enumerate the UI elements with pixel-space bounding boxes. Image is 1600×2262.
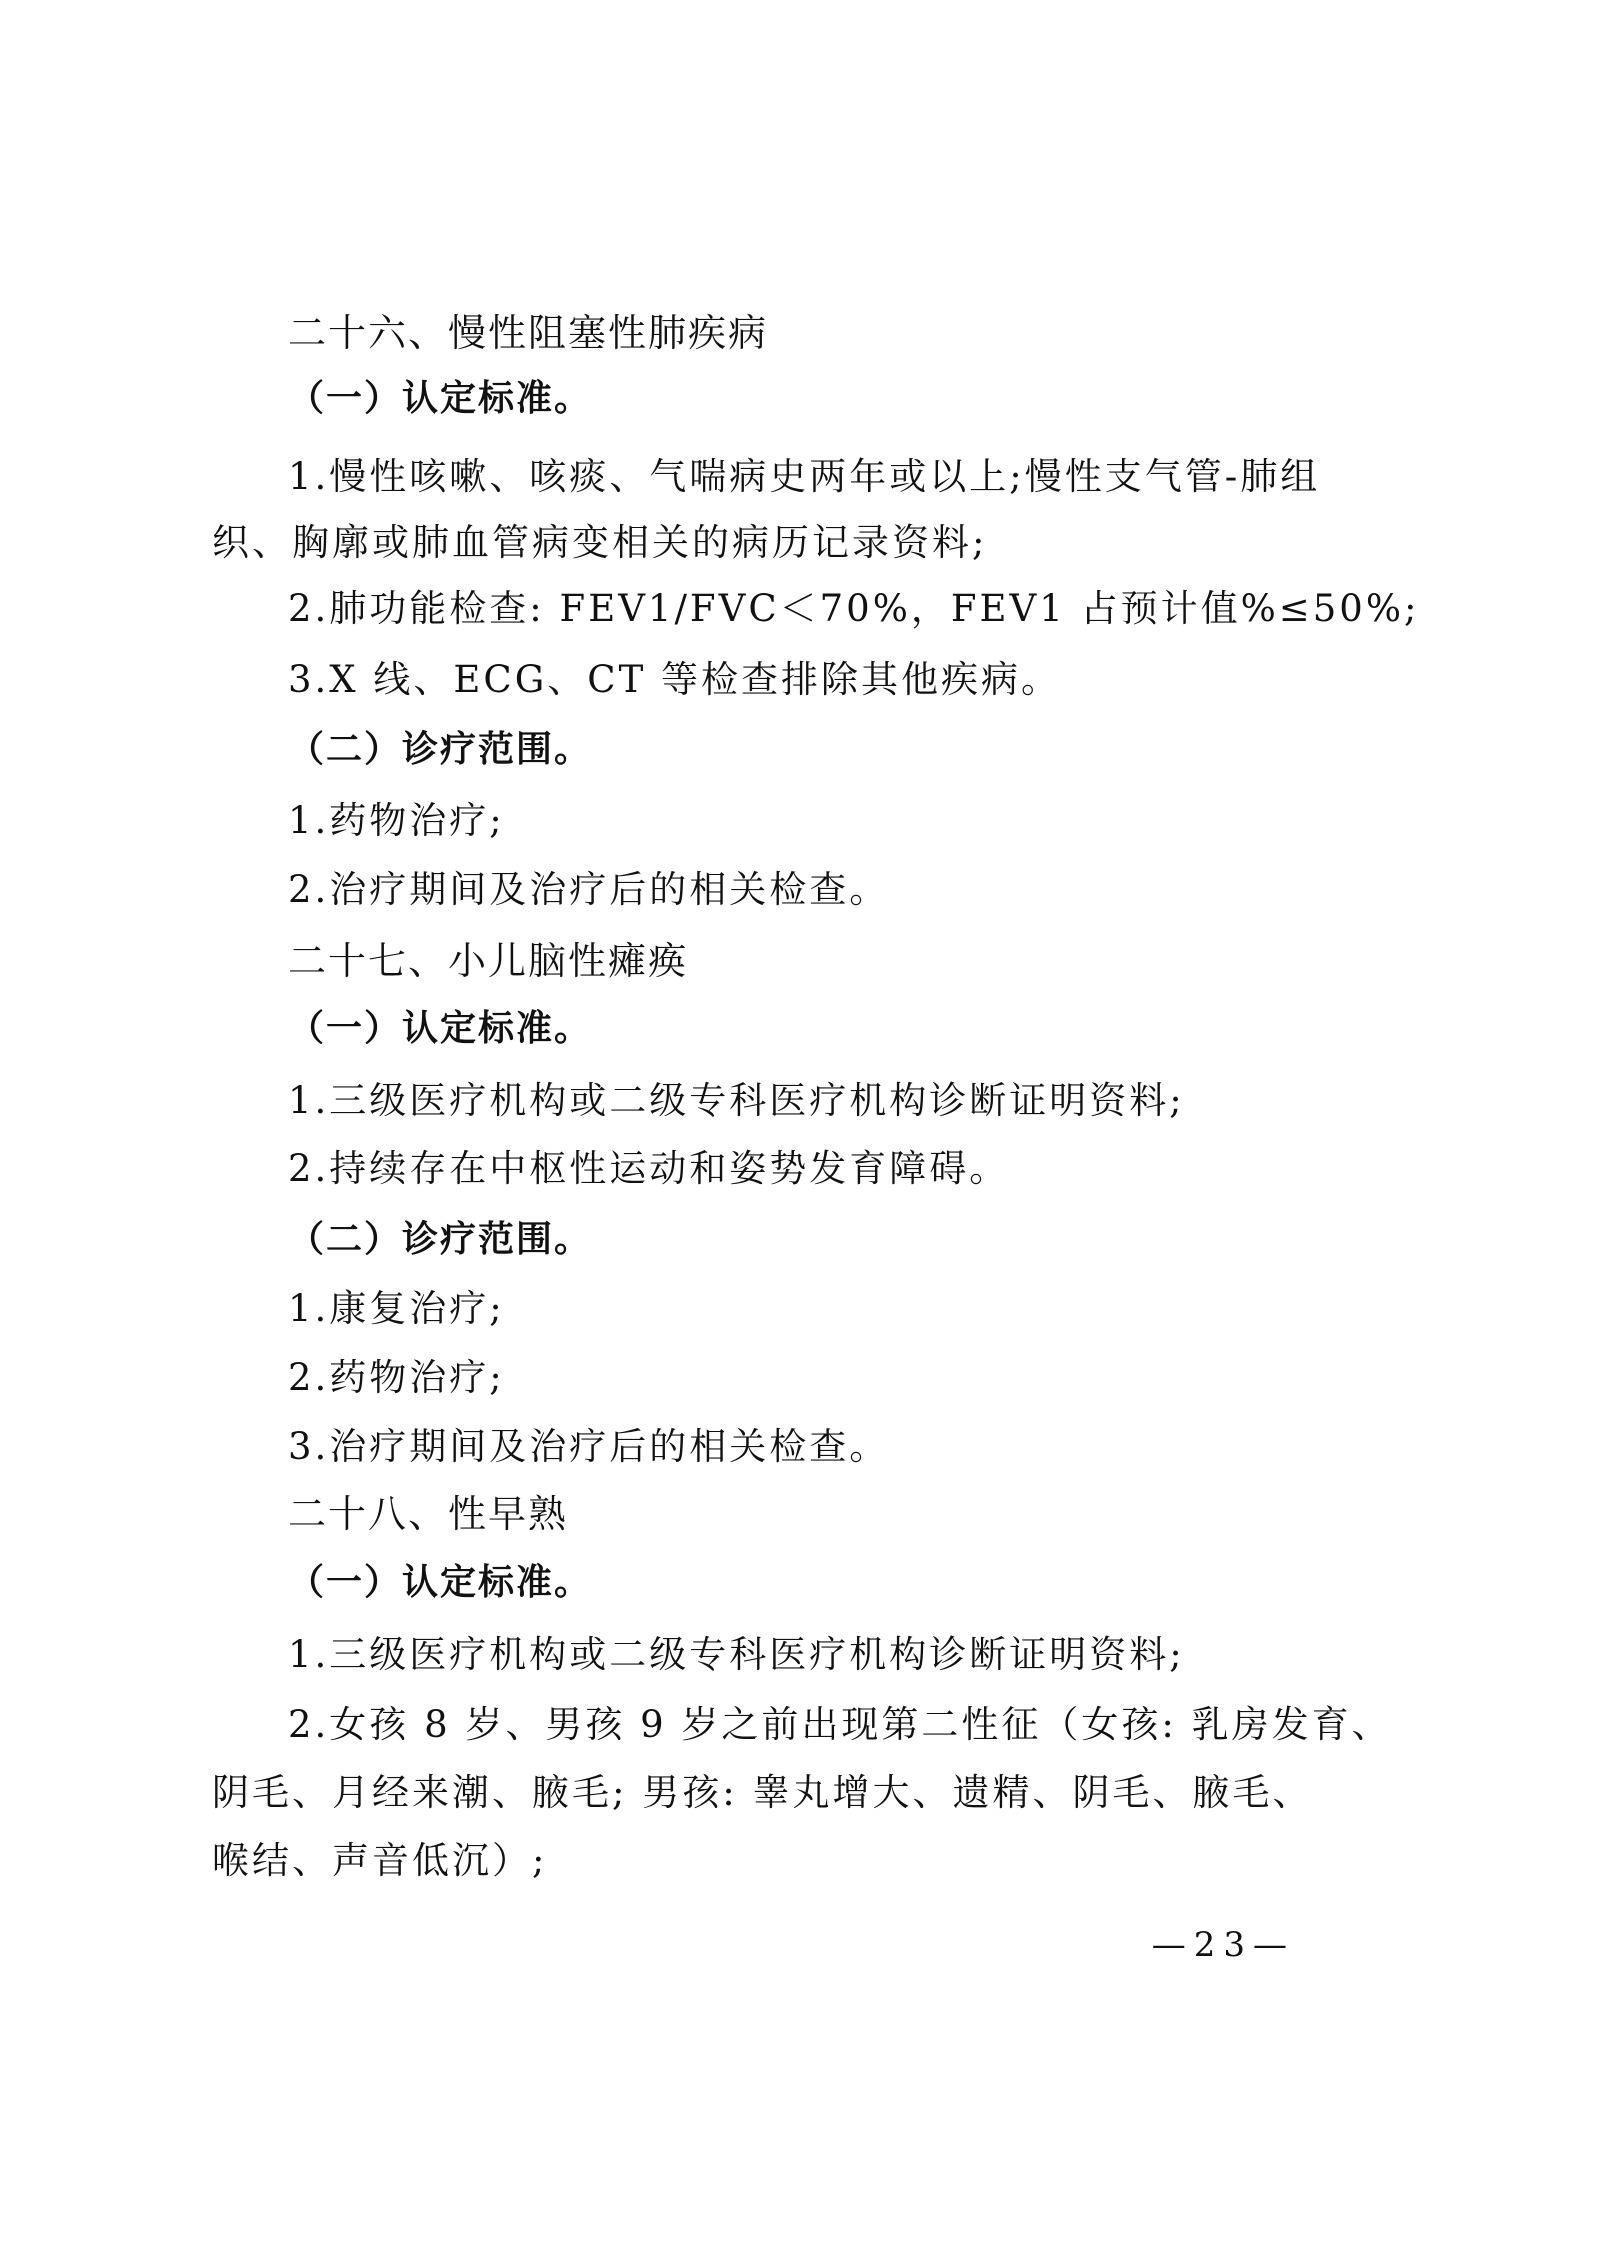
section-heading-28: 二十八、性早熟 [288,1492,569,1536]
paragraph-line: 2.药物治疗; [288,1356,505,1399]
paragraph-line: 织、胸廓或肺血管病变相关的病历记录资料; [212,521,988,564]
page-number: —23— [1151,1925,1295,1965]
subheading-criteria-26: （一）认定标准。 [288,378,593,419]
paragraph-line: 1.三级医疗机构或二级专科医疗机构诊断证明资料; [288,1633,1185,1676]
subheading-scope-26: （二）诊疗范围。 [288,729,593,770]
paragraph-line: 1.药物治疗; [288,799,505,842]
paragraph-line: 2.治疗期间及治疗后的相关检查。 [288,868,890,911]
paragraph-line: 3.治疗期间及治疗后的相关检查。 [288,1425,890,1468]
subheading-criteria-27: （一）认定标准。 [288,1008,593,1049]
paragraph-line: 2.持续存在中枢性运动和姿势发育障碍。 [288,1147,1010,1190]
section-heading-27: 二十七、小儿脑性瘫痪 [288,939,689,983]
paragraph-line: 1.康复治疗; [288,1287,505,1330]
paragraph-line: 1.三级医疗机构或二级专科医疗机构诊断证明资料; [288,1079,1185,1122]
subheading-scope-27: （二）诊疗范围。 [288,1219,593,1260]
paragraph-line: 2.女孩 8 岁、男孩 9 岁之前出现第二性征（女孩: 乳房发育、 [288,1703,1392,1746]
section-heading-26: 二十六、慢性阻塞性肺疾病 [288,311,769,355]
subheading-criteria-28: （一）认定标准。 [288,1562,593,1603]
paragraph-line: 2.肺功能检查: FEV1/FVC＜70%，FEV1 占预计值%≤50%; [288,587,1420,630]
paragraph-line: 1.慢性咳嗽、咳痰、气喘病史两年或以上;慢性支气管-肺组 [288,455,1321,498]
paragraph-line: 3.X 线、ECG、CT 等检查排除其他疾病。 [288,658,1062,701]
paragraph-line: 阴毛、月经来潮、腋毛; 男孩: 睾丸增大、遗精、阴毛、腋毛、 [212,1771,1313,1814]
paragraph-line: 喉结、声音低沉）; [212,1839,548,1882]
